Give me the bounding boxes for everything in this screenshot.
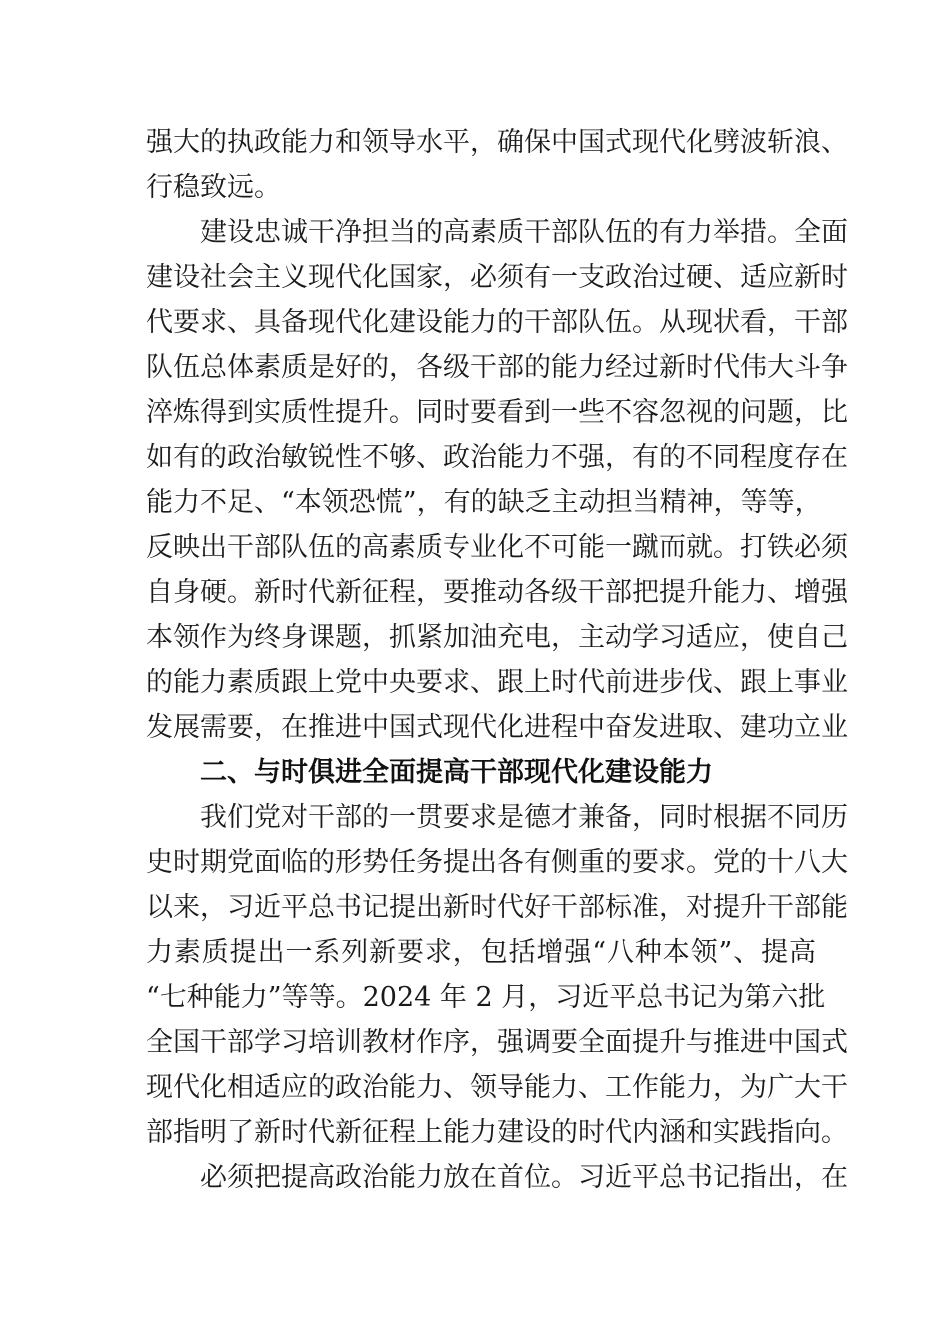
paragraph-first-line: 建设忠诚干净担当的高素质干部队伍的有力举措。全面 xyxy=(200,217,848,248)
body-text-line: “七种能力”等等。2024 年 2 月，习近平总书记为第六批 xyxy=(146,982,826,1013)
body-text-line: 队伍总体素质是好的，各级干部的能力经过新时代伟大斗争 xyxy=(146,352,848,383)
body-text-line: 淬炼得到实质性提升。同时要看到一些不容忽视的问题，比 xyxy=(146,397,848,428)
body-text-line: 现代化相适应的政治能力、领导能力、工作能力，为广大干 xyxy=(146,1072,848,1103)
body-text-line: 以来，习近平总书记提出新时代好干部标准，对提升干部能 xyxy=(146,892,848,923)
body-text-line: 力素质提出一系列新要求，包括增强“八种本领”、提高 xyxy=(146,937,816,968)
body-text-line: 本领作为终身课题，抓紧加油充电，主动学习适应，使自己 xyxy=(146,622,848,653)
body-text-line: 能力不足、“本领恐慌”，有的缺乏主动担当精神，等等， xyxy=(146,487,822,518)
body-text-line: 行稳致远。 xyxy=(146,172,281,203)
body-text-line: 部指明了新时代新征程上能力建设的时代内涵和实践指向。 xyxy=(146,1117,848,1148)
body-text-line: 的能力素质跟上党中央要求、跟上时代前进步伐、跟上事业 xyxy=(146,667,848,698)
paragraph-first-line: 我们党对干部的一贯要求是德才兼备，同时根据不同历 xyxy=(200,802,848,833)
body-text-line: 发展需要，在推进中国式现代化进程中奋发进取、建功立业 xyxy=(146,712,848,743)
paragraph-first-line: 必须把提高政治能力放在首位。习近平总书记指出，在 xyxy=(200,1162,848,1193)
body-text-line: 如有的政治敏锐性不够、政治能力不强，有的不同程度存在 xyxy=(146,442,848,473)
body-text-line: 建设社会主义现代化国家，必须有一支政治过硬、适应新时 xyxy=(146,262,848,293)
body-text-line: 史时期党面临的形势任务提出各有侧重的要求。党的十八大 xyxy=(146,847,848,878)
body-text-line: 强大的执政能力和领导水平，确保中国式现代化劈波斩浪、 xyxy=(146,127,848,158)
body-text-line: 全国干部学习培训教材作序，强调要全面提升与推进中国式 xyxy=(146,1027,848,1058)
body-text-line: 自身硬。新时代新征程，要推动各级干部把提升能力、增强 xyxy=(146,577,848,608)
body-text-line: 反映出干部队伍的高素质专业化不可能一蹴而就。打铁必须 xyxy=(146,532,848,563)
body-text-line: 代要求、具备现代化建设能力的干部队伍。从现状看，干部 xyxy=(146,307,848,338)
section-heading: 二、与时俱进全面提高干部现代化建设能力 xyxy=(200,757,713,788)
